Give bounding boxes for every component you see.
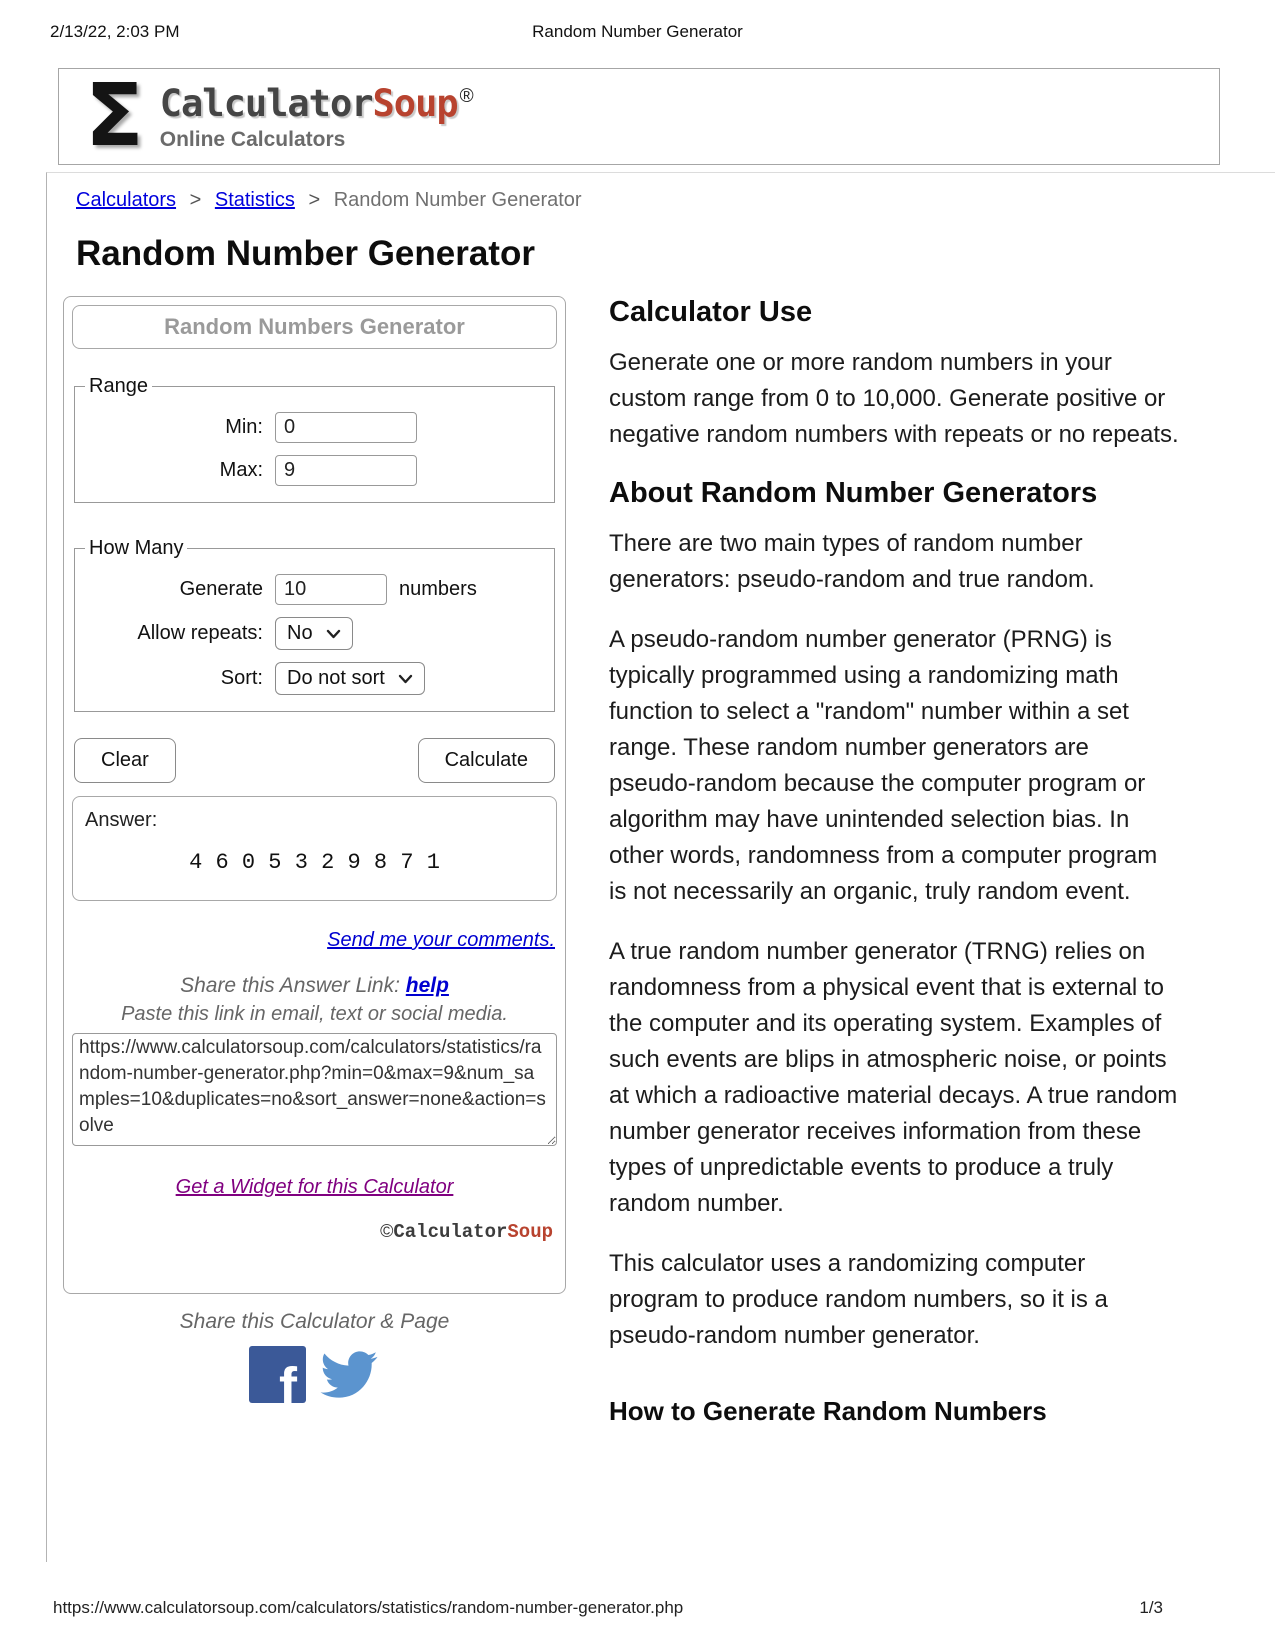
allow-repeats-select[interactable] xyxy=(275,617,353,650)
min-input[interactable] xyxy=(275,412,417,443)
generate-row xyxy=(83,574,546,605)
print-footer xyxy=(53,1598,1163,1618)
generate-count-input[interactable] xyxy=(275,574,387,605)
share-answer-line xyxy=(72,974,557,998)
max-label: Max: xyxy=(219,459,263,481)
print-page-title: Random Number Generator xyxy=(532,22,743,41)
logo-text-block xyxy=(160,82,473,152)
breadcrumb-separator: > xyxy=(308,189,321,211)
brand-name[interactable] xyxy=(160,82,473,125)
comments-line xyxy=(72,929,557,952)
calculate-button[interactable]: Calculate xyxy=(418,738,555,783)
sort-row xyxy=(83,662,546,695)
howto-heading: How to Generate Random Numbers xyxy=(609,1396,1047,1426)
breadcrumb-separator: > xyxy=(189,189,202,211)
sort-label: Sort: xyxy=(220,667,263,689)
answer-box xyxy=(72,796,557,901)
max-row xyxy=(83,455,546,486)
max-input[interactable] xyxy=(275,455,417,486)
twitter-icon[interactable] xyxy=(318,1346,380,1403)
breadcrumb-link-statistics[interactable]: Statistics xyxy=(214,189,295,211)
breadcrumb-current: Random Number Generator xyxy=(333,189,582,211)
facebook-icon[interactable] xyxy=(249,1346,306,1403)
calculator-panel-title: Random Numbers Generator xyxy=(72,305,557,349)
sigma-icon: Σ xyxy=(85,65,144,166)
breadcrumb-link-calculators[interactable]: Calculators xyxy=(76,189,177,211)
get-widget-link[interactable]: Get a Widget for this Calculator xyxy=(175,1176,454,1198)
min-row xyxy=(83,412,546,443)
breadcrumb xyxy=(76,189,1275,212)
content-container xyxy=(46,172,1275,1562)
chevron-down-icon xyxy=(326,629,341,639)
site-logo-box xyxy=(58,65,1220,166)
print-date: 2/13/22, 2:03 PM xyxy=(50,22,180,41)
copyright-symbol: © xyxy=(380,1221,394,1241)
how-many-legend: How Many xyxy=(89,537,184,559)
allow-repeats-value: No xyxy=(287,622,313,644)
chevron-down-icon xyxy=(398,674,413,684)
sort-select[interactable] xyxy=(275,662,425,695)
calculator-column xyxy=(63,296,609,1403)
help-link[interactable]: help xyxy=(405,974,449,997)
calculator-use-paragraph: Generate one or more random numbers in your custom range from 0 to 10,000. Generate positive or negative random numbers with repeats or no repeats. xyxy=(609,349,1179,448)
range-fieldset xyxy=(74,375,555,503)
brand-first-word: Calculator xyxy=(159,81,373,125)
copyright-brand-second: Soup xyxy=(507,1221,553,1243)
min-label: Min: xyxy=(225,416,263,438)
registered-mark: ® xyxy=(459,85,473,107)
send-comments-link[interactable]: Send me your comments. xyxy=(327,929,555,951)
clear-button[interactable]: Clear xyxy=(74,738,176,783)
share-page-section xyxy=(63,1310,566,1403)
range-legend: Range xyxy=(89,375,148,397)
calculator-use-heading: Calculator Use xyxy=(609,296,813,328)
share-page-label: Share this Calculator & Page xyxy=(179,1310,450,1333)
calculator-panel xyxy=(63,296,566,1294)
about-paragraph-2: A pseudo-random number generator (PRNG) is typically programmed using a randomizing math function to select a "random" number within a set range. These random number generators are pseudo-random because the computer program or algorithm may have unintended selection bias. In other words, randomness from a computer program is not necessarily an organic, truly random event. xyxy=(609,626,1158,905)
sort-value: Do not sort xyxy=(287,667,385,689)
share-answer-prefix: Share this Answer Link: xyxy=(180,974,400,997)
button-row xyxy=(72,738,557,783)
share-answer-instruction: Paste this link in email, text or social media. xyxy=(121,1003,508,1025)
share-url-textarea[interactable] xyxy=(72,1033,557,1146)
share-answer-block xyxy=(72,974,557,1146)
share-icons-row xyxy=(63,1346,566,1403)
about-heading: About Random Number Generators xyxy=(609,477,1098,509)
logo-tagline: Online Calculators xyxy=(159,127,346,151)
how-many-fieldset xyxy=(74,537,555,712)
answer-label: Answer: xyxy=(85,809,158,831)
allow-repeats-label: Allow repeats: xyxy=(137,622,263,644)
print-header xyxy=(50,22,1225,42)
brand-second-word: Soup xyxy=(372,81,458,125)
copyright-line xyxy=(72,1221,557,1243)
generate-suffix: numbers xyxy=(399,578,477,600)
about-paragraph-3: A true random number generator (TRNG) relies on randomness from a physical event that is external to the computer and its operating system. Examples of such events are blips in atmospheric noise, or points at which a radioactive material decays. A true random number generator receives information from these types of unpredictable events to produce a truly random number. xyxy=(609,938,1178,1217)
copyright-brand-first: Calculator xyxy=(393,1221,508,1243)
answer-value: 4 6 0 5 3 2 9 8 7 1 xyxy=(189,850,440,875)
page-title: Random Number Generator xyxy=(76,234,535,273)
allow-repeats-row xyxy=(83,617,546,650)
about-paragraph-1: There are two main types of random number generators: pseudo-random and true random. xyxy=(609,530,1095,593)
footer-page-indicator: 1/3 xyxy=(1139,1598,1163,1617)
generate-label: Generate xyxy=(179,578,263,600)
about-paragraph-4: This calculator uses a randomizing computer program to produce random numbers, so it is a pseudo-random number generator. xyxy=(609,1250,1108,1349)
footer-url: https://www.calculatorsoup.com/calculators/statistics/random-number-generator.php xyxy=(53,1598,684,1617)
widget-line xyxy=(72,1176,557,1199)
